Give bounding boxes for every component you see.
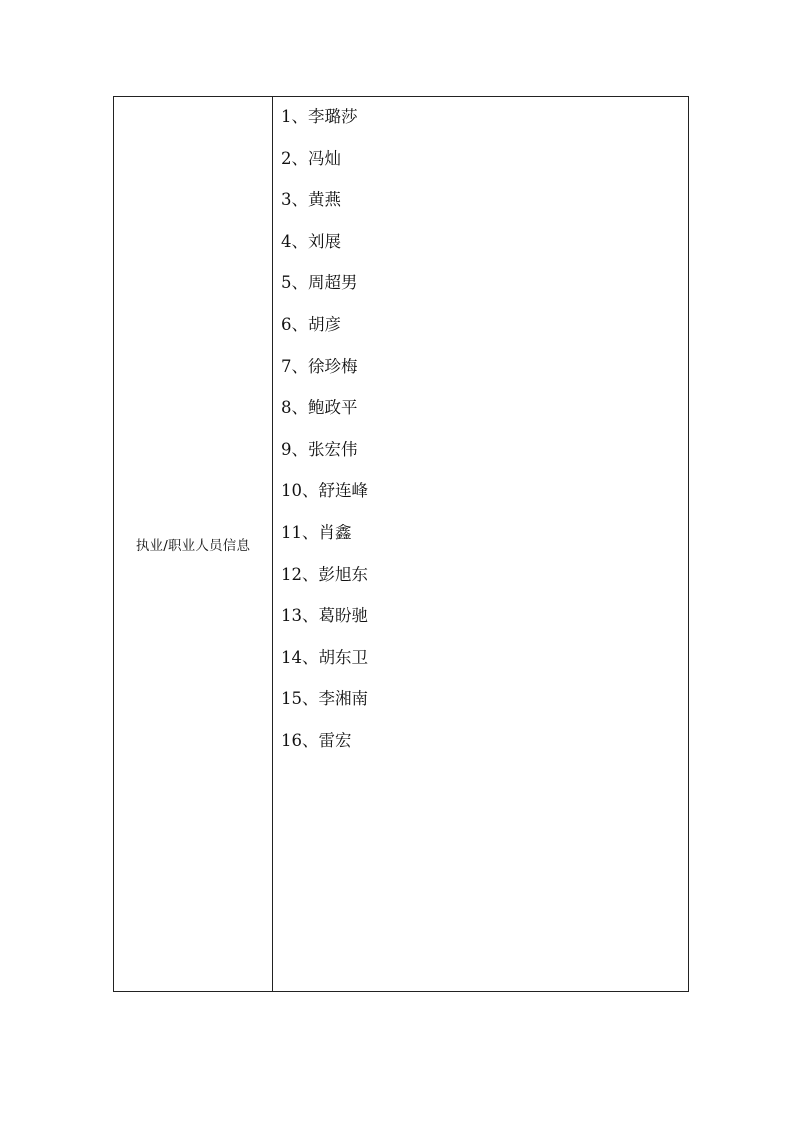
personnel-name-item: 7、徐珍梅 bbox=[281, 356, 358, 376]
personnel-info-label-cell bbox=[114, 97, 273, 991]
personnel-name-item: 15、李湘南 bbox=[281, 689, 368, 709]
personnel-name-item: 10、舒连峰 bbox=[281, 481, 368, 501]
personnel-name-item: 11、肖鑫 bbox=[281, 522, 352, 542]
personnel-info-label: 执业/职业人员信息 bbox=[135, 538, 251, 554]
personnel-name-item: 14、胡东卫 bbox=[281, 647, 368, 667]
personnel-name-list bbox=[281, 105, 368, 771]
personnel-name-item: 9、张宏伟 bbox=[281, 439, 358, 459]
personnel-name-item: 8、鲍政平 bbox=[281, 398, 358, 418]
personnel-name-item: 16、雷宏 bbox=[281, 730, 352, 750]
personnel-name-item: 3、黄燕 bbox=[281, 190, 341, 210]
personnel-name-item: 6、胡彦 bbox=[281, 314, 341, 334]
personnel-names-cell bbox=[273, 97, 688, 991]
personnel-name-item: 2、冯灿 bbox=[281, 148, 341, 168]
personnel-name-item: 4、刘展 bbox=[281, 231, 341, 251]
personnel-info-table bbox=[113, 96, 689, 992]
personnel-name-item: 1、李璐莎 bbox=[281, 107, 358, 126]
personnel-name-item: 13、葛盼驰 bbox=[281, 606, 368, 626]
personnel-name-item: 12、彭旭东 bbox=[281, 564, 368, 584]
personnel-name-item: 5、周超男 bbox=[281, 273, 358, 293]
